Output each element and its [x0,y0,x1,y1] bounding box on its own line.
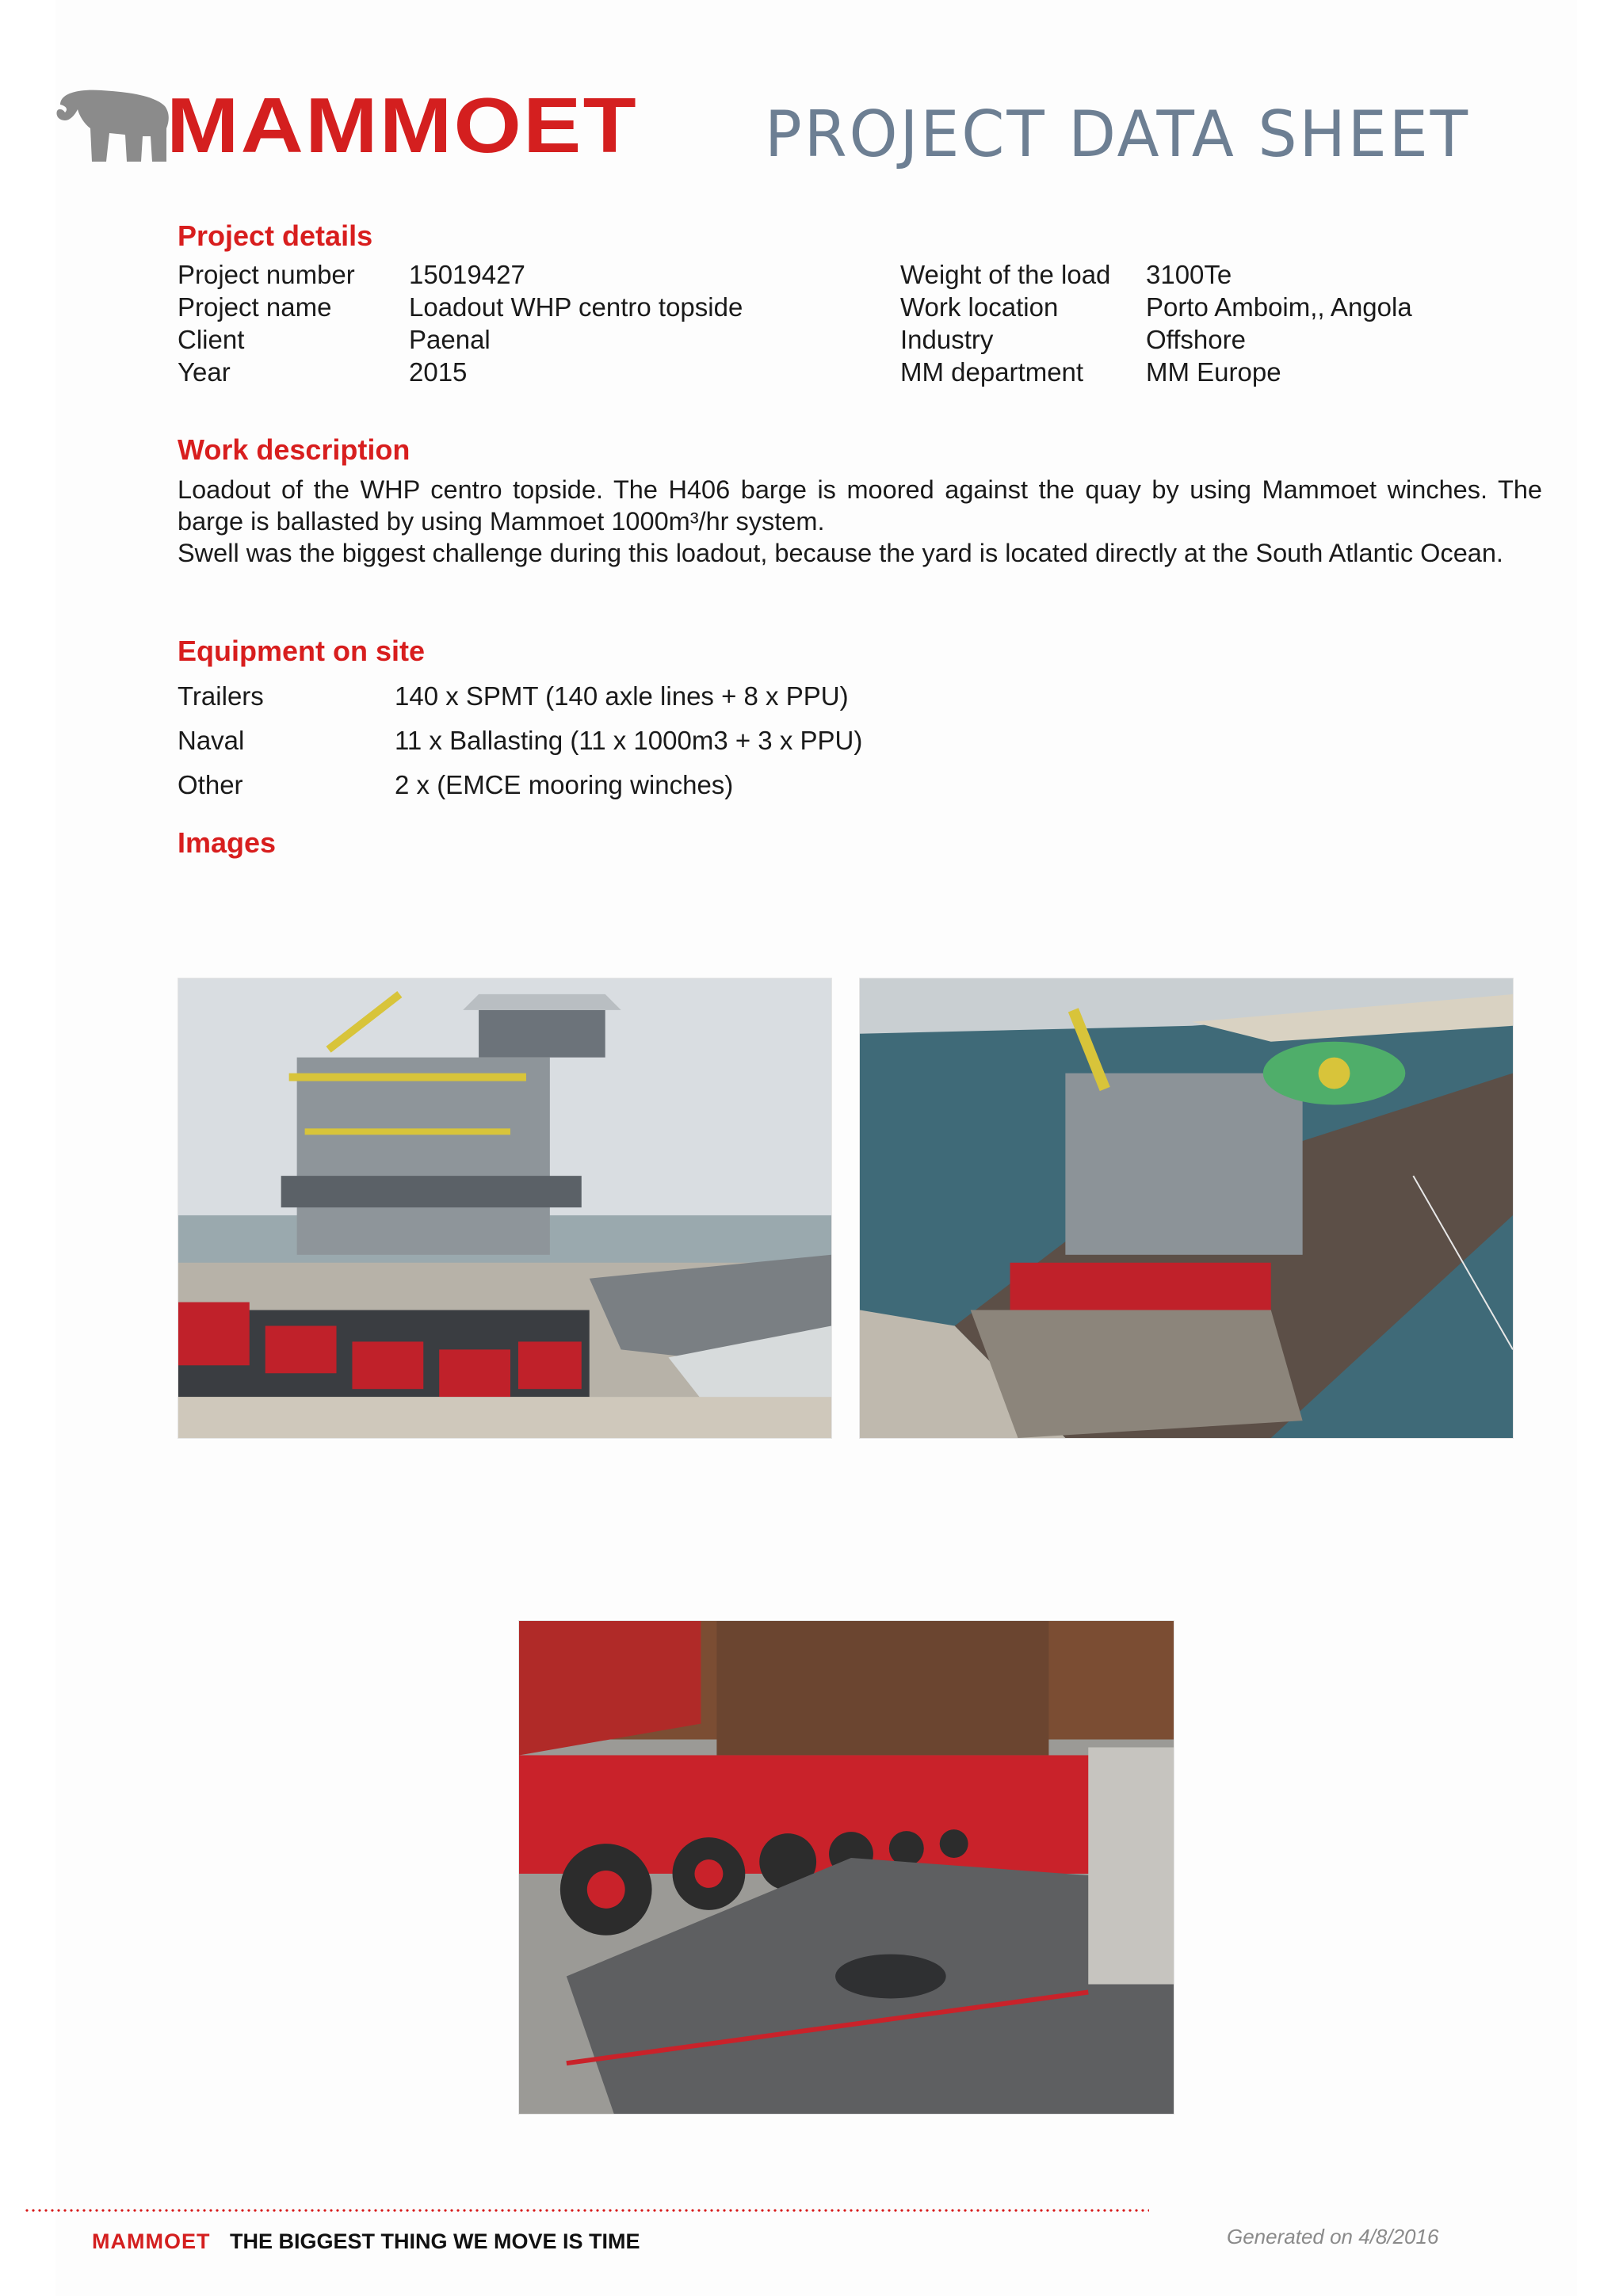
equipment-trailers-label: Trailers [178,681,264,711]
brand-wordmark: MAMMOET [166,82,638,169]
equipment-trailers-value: 140 x SPMT (140 axle lines + 8 x PPU) [395,681,849,711]
client-label: Client [178,325,245,354]
page-title: PROJECT DATA SHEET [765,97,1470,171]
project-name-label: Project name [178,292,332,322]
work-description-paragraph: Loadout of the WHP centro topside. The H406 barge is moored against the quay by using Mammoet winches. The barge is ballasted by using Mammoet 1000m³/hr system. [178,475,1542,536]
footer-brand: MAMMOET [92,2229,211,2253]
equipment-naval-value: 11 x Ballasting (11 x 1000m3 + 3 x PPU) [395,726,863,755]
photo-spmt-closeup [518,1620,1174,2115]
footer-divider [24,2209,1149,2212]
work-description-text [178,474,1542,569]
work-location-value: Porto Amboim,, Angola [1146,292,1412,322]
year-label: Year [178,357,231,387]
equipment-other-label: Other [178,770,243,799]
work-description-heading: Work description [178,433,411,466]
mm-department-label: MM department [900,357,1084,387]
work-location-label: Work location [900,292,1059,322]
mammoet-logo [54,82,638,169]
year-value: 2015 [409,357,468,387]
equipment-heading: Equipment on site [178,635,426,667]
project-name-value: Loadout WHP centro topside [409,292,743,322]
images-heading: Images [178,826,277,859]
photo-spmt-closeup-image [519,1621,1174,2114]
mammoth-logo-icon [54,89,173,165]
project-number-label: Project number [178,260,355,289]
weight-value: 3100Te [1146,260,1232,289]
client-value: Paenal [409,325,491,354]
industry-value: Offshore [1146,325,1246,354]
photo-barge-aerial [859,978,1514,1439]
industry-label: Industry [900,325,994,354]
equipment-other-value: 2 x (EMCE mooring winches) [395,770,734,799]
project-number-value: 15019427 [409,260,525,289]
photo-topside-quay-image [178,978,831,1438]
weight-label: Weight of the load [900,260,1111,289]
generated-date: Generated on 4/8/2016 [1227,2225,1439,2248]
photo-topside-quay [178,978,832,1439]
mm-department-value: MM Europe [1146,357,1281,387]
project-details-heading: Project details [178,219,373,252]
photo-barge-aerial-image [860,978,1513,1438]
equipment-naval-label: Naval [178,726,245,755]
footer-slogan: THE BIGGEST THING WE MOVE IS TIME [230,2229,640,2253]
work-description-paragraph: Swell was the biggest challenge during this loadout, because the yard is located directly at the South Atlantic Ocean. [178,539,1503,567]
